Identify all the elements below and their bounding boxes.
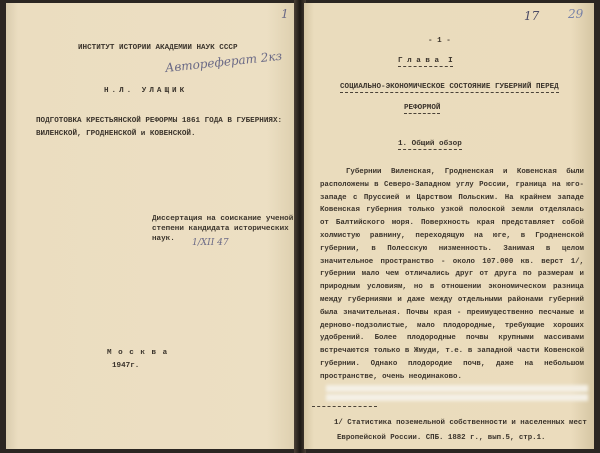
footnote-separator <box>312 406 377 407</box>
body-paragraph: Губернии Виленская, Гродненская и Ковенская были расположены в Северо-Западном углу России, граница на юго-западе с Пруссией и Царством Польским. На крайнем западе Ковенская губерния только узкой полоской земли отделялась от Балтийского моря. Поверхность края представляет собой холмистую равнину, переходящую на юге, в Гродненской губернии, в Полесскую низменность. Занимая в целом значительное пространство - около 107.000 кв. верст 1/, губернии мало чем отличались друг от друга по размерам и природным условиям, но в отношении экономическом разница между губерниями и даже между отдельными районами губерний была значительная. Почвы края - преимущественно песчаные и дерново-подзолистые, мало плодородные, требующие хороших удобрений. Более плодородные почвы крупными массивами встречаются только в Жмуди, т.е. в западной части Ковенской губернии. Однако плодородие почв, даже на небольшом пространстве, очень неодинаково. <box>320 168 584 381</box>
title-line-2: ВИЛЕНСКОЙ, ГРОДНЕНСКОЙ и КОВЕНСКОЙ. <box>36 130 196 138</box>
dissertation-line-2: степени кандидата исторических <box>152 225 289 233</box>
title-page <box>6 3 296 449</box>
handwritten-date: 1/XII 47 <box>192 238 229 248</box>
redaction-patch <box>326 385 588 392</box>
page-mark: 1 <box>281 7 289 21</box>
archive-number: 17 <box>524 9 540 23</box>
redaction-patch <box>326 394 588 401</box>
institute-name: ИНСТИТУТ ИСТОРИИ АКАДЕМИИ НАУК СССР <box>78 44 238 52</box>
dissertation-line-1: Диссертация на соискание ученой <box>152 215 294 223</box>
footnote-line-1: 1/ Статистика поземельной собственности и населенных мест <box>334 419 587 427</box>
title-line-1: ПОДГОТОВКА КРЕСТЬЯНСКОЙ РЕФОРМЫ 1861 ГОДА В ГУБЕРНИЯХ: <box>36 117 283 125</box>
city: М о с к в а <box>107 349 169 357</box>
sheet-number: 29 <box>568 7 584 21</box>
handwritten-note: Автореферат 2кз <box>164 48 283 75</box>
chapter-title-line-1: СОЦИАЛЬНО-ЭКОНОМИЧЕСКОЕ СОСТОЯНИЕ ГУБЕРНИЙ ПЕРЕД <box>340 83 559 91</box>
dissertation-line-3: наук. <box>152 235 175 243</box>
chapter-title-line-2: РЕФОРМОЙ <box>404 104 441 112</box>
chapter-page <box>304 3 594 449</box>
page-number: - 1 - <box>428 37 451 45</box>
section-heading: 1. Общий обзор <box>398 140 462 148</box>
footnote-line-2: Европейской России. СПБ. 1882 г., вып.5, стр.1. <box>337 434 546 442</box>
chapter-heading: Г л а в а I <box>398 57 453 65</box>
author-name: Н.Л. УЛАЩИК <box>104 87 188 95</box>
year: 1947г. <box>112 362 140 370</box>
